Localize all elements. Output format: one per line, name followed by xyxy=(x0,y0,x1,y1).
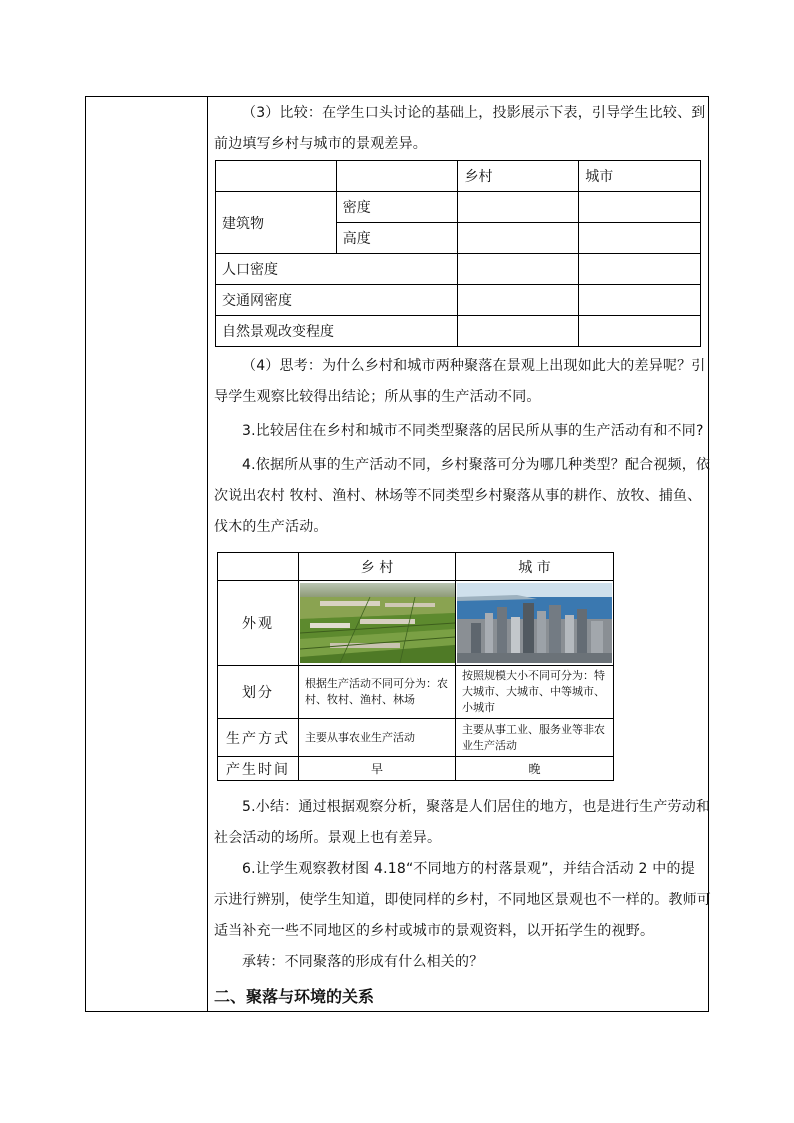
t2-rural-time: 早 xyxy=(299,757,456,781)
paragraph-item4-line3: 伐木的生产活动。 xyxy=(214,519,328,535)
t1-nature-change-label: 自然景观改变程度 xyxy=(216,316,458,347)
t1-cell-blank xyxy=(458,223,579,254)
paragraph-item5-line1: 5.小结：通过根据观察分析，聚落是人们居住的地方，也是进行生产劳动和 xyxy=(242,799,711,815)
paragraph-think-line1: （4）思考：为什么乡村和城市两种聚落在景观上出现如此大的差异呢？引 xyxy=(242,358,706,374)
rural-urban-picture-table xyxy=(217,552,614,781)
paragraph-think-line2: 导学生观察比较得出结论；所从事的生产活动不同。 xyxy=(214,389,541,405)
paragraph-compare-line2: 前边填写乡村与城市的景观差异。 xyxy=(214,136,427,152)
city-skyline-photo xyxy=(457,583,612,663)
t2-row-look: 外观 xyxy=(218,581,299,666)
t2-col-urban: 城 市 xyxy=(456,553,614,581)
t2-col-rural: 乡 村 xyxy=(299,553,456,581)
t2-rural-production: 主要从事农业生产活动 xyxy=(299,719,456,757)
paragraph-item4-line1: 4.依据所从事的生产活动不同，乡村聚落可分为哪几种类型？配合视频，依 xyxy=(242,457,711,473)
paragraph-transition: 承转：不同聚落的形成有什么相关的？ xyxy=(242,954,484,970)
column-divider xyxy=(207,97,208,1011)
paragraph-item5-line2: 社会活动的场所。景观上也有差异。 xyxy=(214,830,442,846)
t1-density-label: 密度 xyxy=(336,192,458,223)
t2-rural-division: 根据生产活动不同可分为：农村、牧村、渔村、林场 xyxy=(299,666,456,719)
t1-height-label: 高度 xyxy=(336,223,458,254)
t2-urban-division: 按照规模大小不同可分为：特大城市、大城市、中等城市、小城市 xyxy=(456,666,614,719)
t1-cell-blank xyxy=(579,254,701,285)
t1-building-label: 建筑物 xyxy=(216,192,337,254)
t1-cell-blank xyxy=(458,192,579,223)
t1-col-rural: 乡村 xyxy=(458,161,579,192)
landscape-comparison-table xyxy=(215,160,701,347)
t1-pop-density-label: 人口密度 xyxy=(216,254,458,285)
rural-landscape-photo xyxy=(300,583,455,663)
t1-cell-blank xyxy=(579,223,701,254)
section-heading: 二、聚落与环境的关系 xyxy=(214,987,375,1006)
t2-rural-image-cell xyxy=(299,581,456,666)
t1-cell-blank xyxy=(458,285,579,316)
t1-cell-blank xyxy=(579,192,701,223)
t2-urban-time: 晚 xyxy=(456,757,614,781)
paragraph-item3: 3.比较居住在乡村和城市不同类型聚落的居民所从事的生产活动有和不同? xyxy=(242,423,704,439)
t2-row-time: 产生时间 xyxy=(218,757,299,781)
t2-row-division: 划分 xyxy=(218,666,299,719)
paragraph-item4-line2: 次说出农村 牧村、渔村、林场等不同类型乡村聚落从事的耕作、放牧、捕鱼、 xyxy=(214,488,702,504)
t2-empty-corner xyxy=(218,553,299,581)
t1-col-urban: 城市 xyxy=(579,161,701,192)
t1-traffic-density-label: 交通网密度 xyxy=(216,285,458,316)
t2-row-production: 生产方式 xyxy=(218,719,299,757)
paragraph-item6-line1: 6.让学生观察教材图 4.18“不同地方的村落景观”，并结合活动 2 中的提 xyxy=(242,861,695,877)
t2-urban-production: 主要从事工业、服务业等非农业生产活动 xyxy=(456,719,614,757)
t1-empty-corner-2 xyxy=(336,161,458,192)
paragraph-compare-line1: （3）比较：在学生口头讨论的基础上，投影展示下表，引导学生比较、到 xyxy=(242,105,706,121)
paragraph-item6-line3: 适当补充一些不同地区的乡村或城市的景观资料，以开拓学生的视野。 xyxy=(214,923,655,939)
t1-empty-corner xyxy=(216,161,337,192)
t2-urban-image-cell xyxy=(456,581,614,666)
t1-cell-blank xyxy=(458,316,579,347)
t1-cell-blank xyxy=(458,254,579,285)
t1-cell-blank xyxy=(579,316,701,347)
t1-cell-blank xyxy=(579,285,701,316)
paragraph-item6-line2: 示进行辨别，使学生知道，即使同样的乡村，不同地区景观也不一样的。教师可 xyxy=(214,892,711,908)
